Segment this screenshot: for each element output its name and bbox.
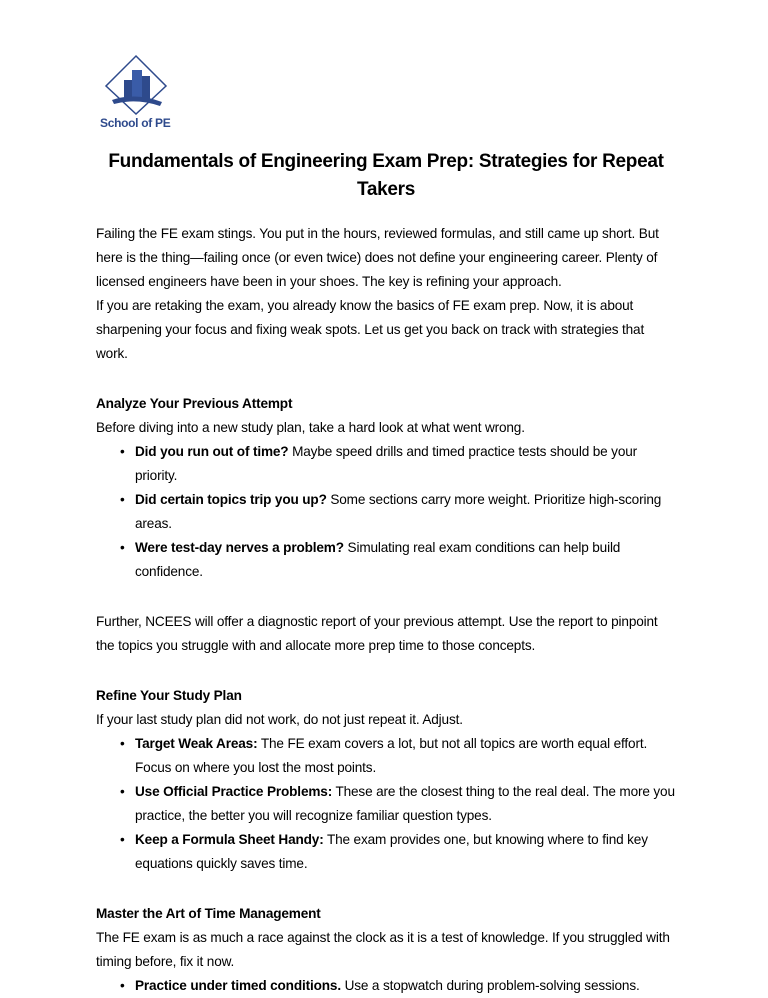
bullet-text: The FE exam covers a lot, but not all topics are worth equal effort. Focus on where you lost the most points. [135, 736, 648, 775]
document-title: Fundamentals of Engineering Exam Prep: Strategies for Repeat Takers [108, 151, 664, 200]
bullet-text: Simulating real exam conditions can help build confidence. [135, 540, 621, 579]
bullet-text: Use a stopwatch during problem-solving sessions. [340, 978, 640, 993]
list-item [96, 536, 676, 584]
section-heading: Analyze Your Previous Attempt [96, 396, 293, 411]
list-item [96, 780, 676, 828]
list-item [96, 732, 676, 780]
bullet-icon: • [120, 492, 125, 507]
bullet-icon: • [120, 540, 125, 555]
school-of-pe-logo [100, 52, 182, 136]
bullet-bold: Target Weak Areas: [135, 736, 258, 751]
bullet-bold: Did certain topics trip you up? [135, 492, 327, 507]
bullet-text: Maybe speed drills and timed practice tests should be your priority. [135, 444, 638, 483]
bullet-icon: • [120, 978, 125, 993]
list-item [96, 488, 676, 536]
bullet-bold: Practice under timed conditions. [135, 978, 341, 993]
bullet-icon: • [120, 784, 125, 799]
section-lead: If your last study plan did not work, do not just repeat it. Adjust. [96, 712, 463, 727]
intro-paragraph: If you are retaking the exam, you already know the basics of FE exam prep. Now, it is about sharpening your focus and fixing weak spots. Let us get you back on track with strategies that work. [96, 298, 645, 361]
section-heading: Master the Art of Time Management [96, 906, 321, 921]
list-item [96, 974, 676, 998]
bullet-text: Some sections carry more weight. Prioritize high-scoring areas. [135, 492, 662, 531]
bullet-bold: Use Official Practice Problems: [135, 784, 333, 799]
document-body [96, 148, 676, 998]
bullet-list [96, 440, 676, 584]
bullet-text: The exam provides one, but knowing where to find key equations quickly saves time. [135, 832, 648, 871]
list-item [96, 440, 676, 488]
bullet-list [96, 732, 676, 876]
section-paragraph: Further, NCEES will offer a diagnostic report of your previous attempt. Use the report to pinpoint the topics you struggle with and allocate more prep time to those concepts. [96, 614, 658, 653]
bullet-text: These are the closest thing to the real deal. The more you practice, the better you will recognize familiar question types. [135, 784, 675, 823]
bullet-icon: • [120, 444, 125, 459]
bullet-bold: Did you run out of time? [135, 444, 289, 459]
bullet-list [96, 974, 676, 998]
list-item [96, 828, 676, 876]
bullet-bold: Were test-day nerves a problem? [135, 540, 344, 555]
section-heading: Refine Your Study Plan [96, 688, 242, 703]
intro-paragraph: Failing the FE exam stings. You put in the hours, reviewed formulas, and still came up short. But here is the thing—failing once (or even twice) does not define your engineering career. Plenty of licensed engineers have been in your shoes. The key is refining your approach. [96, 226, 659, 289]
section-lead: The FE exam is as much a race against the clock as it is a test of knowledge. If you struggled with timing before, fix it now. [96, 930, 670, 969]
bullet-icon: • [120, 736, 125, 751]
bullet-bold: Keep a Formula Sheet Handy: [135, 832, 324, 847]
section-lead: Before diving into a new study plan, take a hard look at what went wrong. [96, 420, 525, 435]
bullet-icon: • [120, 832, 125, 847]
logo-text: School of PE [100, 116, 171, 130]
